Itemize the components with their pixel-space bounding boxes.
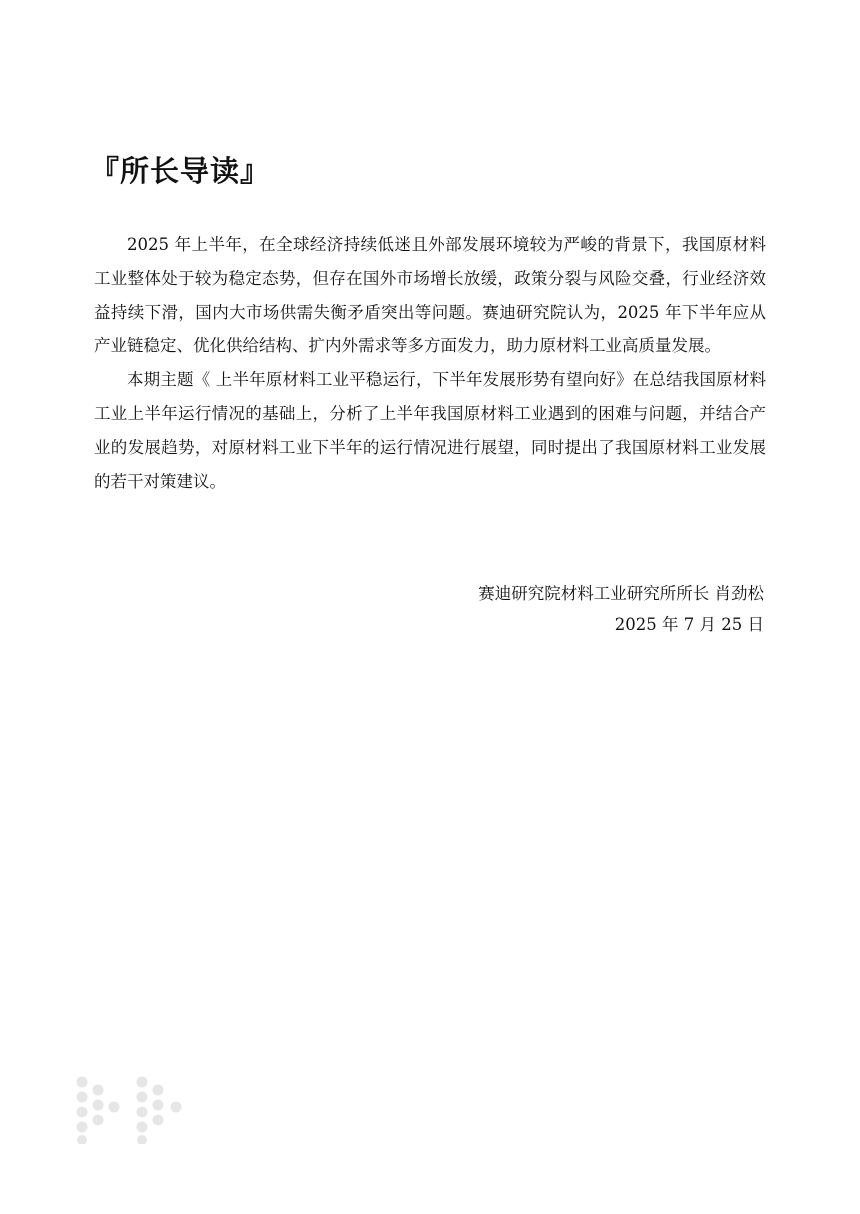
paragraph-2: 本期主题《 上半年原材料工业平稳运行，下半年发展形势有望向好》在总结我国原材料工业上半年运行情况的基础上，分析了上半年我国原材料工业遇到的困难与问题，并结合产业的发展趋势，对原材料工业下半年的运行情况进行展望，同时提出了我国原材料工业发展的若干对策建议。 — [94, 370, 766, 491]
signature-date: 2025 年 7 月 25 日 — [614, 615, 764, 634]
page-title: 『所长导读』 — [90, 154, 271, 188]
paragraph-1: 2025 年上半年，在全球经济持续低迷且外部发展环境较为严峻的背景下，我国原材料工业整体处于较为稳定态势，但存在国外市场增长放缓，政策分裂与风险交叠，行业经济效益持续下滑，国内大市场供需失衡矛盾突出等问题。赛迪研究院认为，2025 年下半年应从产业链稳定、优化供给结构、扩内外需求等多方面发力，助力原材料工业高质量发展。 — [94, 235, 766, 356]
signature-author: 赛迪研究院材料工业研究所所长 肖劲松 — [478, 584, 764, 603]
signature-block — [478, 578, 764, 640]
dot-pattern-logo-icon — [72, 1074, 192, 1144]
logo-dots — [77, 1077, 182, 1145]
body-text — [94, 228, 766, 498]
